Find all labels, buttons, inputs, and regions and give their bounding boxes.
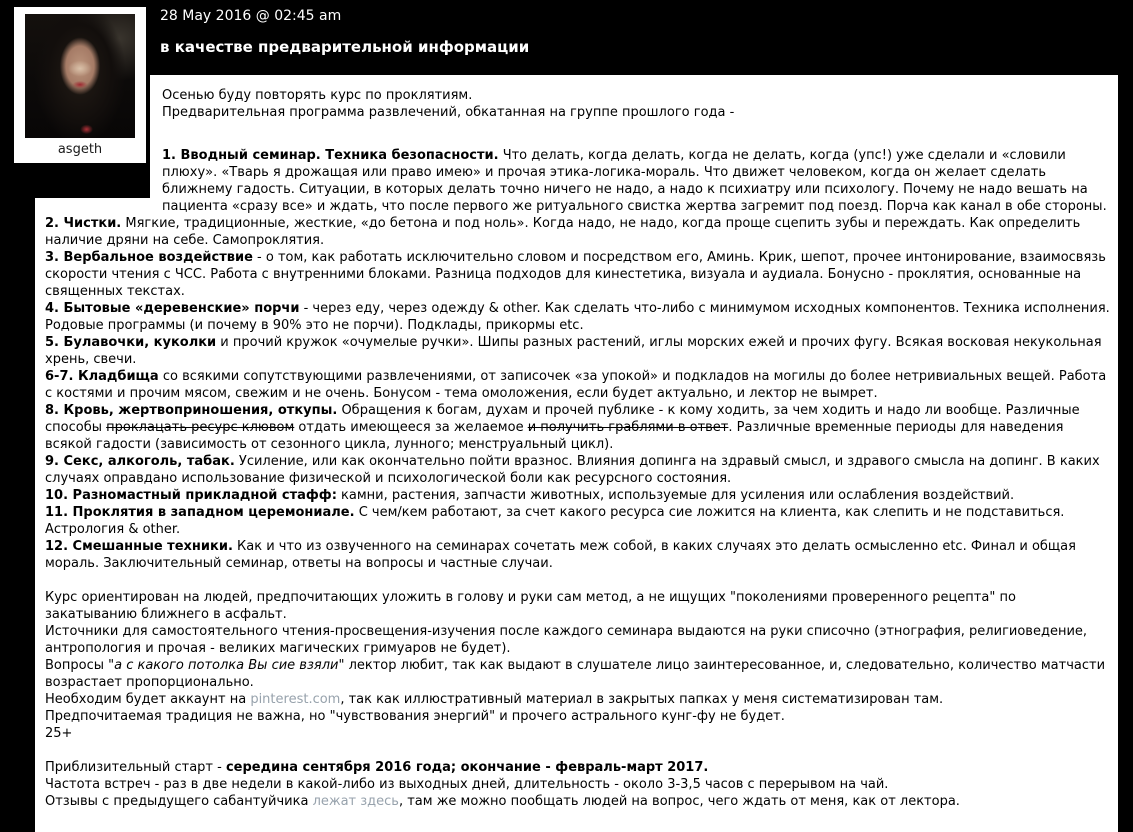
- text-run: отдать имеющееся за желаемое: [294, 420, 528, 435]
- text-run: и прочий кружок «очумелые ручки». Шипы разных растений, иглы морских ежей и прочих фугу. Всякая восковая некукольная хрень, свечи.: [45, 335, 1102, 367]
- text-run: Осенью буду повторять курс по проклятиям.: [162, 88, 473, 103]
- post-paragraph: [45, 453, 1112, 487]
- text-run: Необходим будет аккаунт на: [45, 692, 251, 707]
- post-paragraph: [45, 104, 1112, 121]
- text-run: . Различные временные периоды для наведения всякой гадости (зависимость от сезонного цикла, лунного; менструальный цикл).: [45, 420, 1064, 452]
- text-run: камни, растения, запчасти животных, используемые для усиления или ослабления воздействий.: [336, 488, 1015, 503]
- text-run: "а с какого потолка Вы сие взяли": [108, 658, 345, 673]
- text-run: , так как иллюстративный материал в закрытых папках у меня систематизирован там.: [340, 692, 944, 707]
- post-paragraph: [45, 623, 1112, 657]
- text-run: Предпочитаемая традиция не важна, но "чувствования энергий" и прочего астрального кунг-фу не будет.: [45, 709, 785, 724]
- text-run: 11. Проклятия в западном церемониале.: [45, 505, 355, 520]
- post-body: [35, 75, 1118, 832]
- text-run: - о том, как работать исключительно словом и посредством его, Аминь. Крик, шепот, прочее интонирование, взаимосвязь скорости чтения с ЧСС. Работа с внутренними блоками. Разница подходов для кинестетика, визуала и аудиала. Бонусно - проклятия, основанные на священных текстах.: [45, 250, 1106, 299]
- paragraph-gap: [45, 742, 1112, 759]
- post-paragraph: [45, 487, 1112, 504]
- text-run: 25+: [45, 726, 73, 741]
- text-run: , там же можно пообщать людей на вопрос, чего ждать от меня, как от лектора.: [398, 794, 960, 809]
- post-paragraph: [45, 657, 1112, 691]
- post-paragraph: [45, 725, 1112, 742]
- text-run: середина сентября 2016 года; окончание - февраль-март 2017.: [225, 760, 709, 775]
- post-paragraph: [45, 589, 1112, 623]
- post-paragraph: [45, 300, 1112, 334]
- text-run: Обращения к богам, духам и прочей публике - к кому ходить, за чем ходить и надо ли вообще. Различные способы: [45, 403, 1080, 435]
- text-run: Предварительная программа развлечений, обкатанная на группе прошлого года -: [162, 105, 735, 120]
- post-paragraph: [45, 249, 1112, 300]
- text-run: Источники для самостоятельного чтения-просвещения-изучения после каждого семинара выдаются на руки списочно (этнография, религиоведение, антропология и прочая - великих магических гримуаров не будет).: [45, 624, 1088, 656]
- post-date: 28 May 2016 @ 02:45 am: [160, 8, 342, 24]
- text-run: со всякими сопутствующими развлечениями, от записочек «за упокой» и подкладов на могилы до более нетривиальных вещей. Работа с костями и прочим мясом, свежим и не очень. Бонусом - тема омоложения, если будет актуально, и лектор не вымрет.: [45, 369, 1107, 401]
- userpic[interactable]: [14, 7, 146, 163]
- text-run: 9. Секс, алкоголь, табак.: [45, 454, 235, 469]
- text-run: 10. Разномастный прикладной стафф:: [45, 488, 337, 503]
- post-title: в качестве предварительной информации: [160, 38, 530, 56]
- userpic-photo: [25, 14, 135, 138]
- text-run: 2. Чистки.: [45, 216, 122, 231]
- paragraph-gap: [45, 121, 1112, 147]
- text-run: Мягкие, традиционные, жесткие, «до бетона и под ноль». Когда надо, не надо, когда проще сцепить зубы и переждать. Как определить наличие дряни на себе. Самопроклятия.: [45, 216, 1081, 248]
- post-paragraph: [45, 708, 1112, 725]
- text-run: 3. Вербальное воздействие: [45, 250, 253, 265]
- text-run: проклацать ресурс клювом: [106, 420, 295, 435]
- text-run: Что делать, когда делать, когда не делать, когда (упс!) уже сделали и «словили плюху». «Тварь я дрожащая или право имею» и прочая этика-логика-мораль. Что движет человеком, когда он желает сделать ближнему гадость. Ситуации, в которых делать точно ничего не надо, а надо к психиатру или психологу. Почему не надо вешать на пациента «сразу все» и ждать, что после первого же ритуального свистка жертва загремит под поезд. Порча как канал в обе стороны.: [162, 148, 1107, 214]
- text-run: С чем/кем работают, за счет какого ресурса сие ложится на клиента, как слепить и не подставиться. Астрология & other.: [45, 505, 1065, 537]
- post-paragraph: [45, 759, 1112, 776]
- text-run: 12. Смешанные техники.: [45, 539, 233, 554]
- post-paragraph: [45, 504, 1112, 538]
- text-run: Приблизительный старт -: [45, 760, 226, 775]
- post-paragraph: [45, 87, 1112, 104]
- text-run: 1. Вводный семинар. Техника безопасности.: [162, 148, 499, 163]
- text-run: Вопросы: [45, 658, 109, 673]
- paragraph-gap: [45, 572, 1112, 589]
- post-paragraph: [45, 793, 1112, 810]
- pinterest-link[interactable]: pinterest.com: [250, 692, 341, 707]
- post-paragraph: [45, 147, 1112, 215]
- text-run: 4. Бытовые «деревенские» порчи: [45, 301, 300, 316]
- text-run: - через еду, через одежду & other. Как сделать что-либо с минимумом исходных компонентов. Техника исполнения. Родовые программы (и почему в 90% это не порчи). Подклады, прикормы etc.: [45, 301, 1110, 333]
- text-run: Частота встреч - раз в две недели в какой-либо из выходных дней, длительность - около 3-3,5 часов с перерывом на чай.: [45, 777, 889, 792]
- text-run: 8. Кровь, жертвоприношения, откупы.: [45, 403, 338, 418]
- post-paragraph: [45, 776, 1112, 793]
- post-paragraph: [45, 334, 1112, 368]
- text-run: Усиление, или как окончательно пойти вразнос. Влияния допинга на здравый смысл, и здравого смысла на допинг. В каких случаях оправдано использование физической и психологической боли как ресурсного состояния.: [45, 454, 1100, 486]
- text-run: 5. Булавочки, куколки: [45, 335, 217, 350]
- text-run: Курс ориентирован на людей, предпочитающих уложить в голову и руки сам метод, а не ищущих "поколениями проверенного рецепта" по закатыванию ближнего в асфальт.: [45, 590, 1016, 622]
- text-run: Как и что из озвученного на семинарах сочетать меж собой, в каких случаях это делать осмысленно etc. Финал и общая мораль. Заключительный семинар, ответы на вопросы и частные случаи.: [45, 539, 1076, 571]
- text-run: и получить граблями в ответ: [527, 420, 729, 435]
- reviews-link[interactable]: лежат здесь: [312, 794, 399, 809]
- post-paragraph: [45, 368, 1112, 402]
- post-paragraph: [45, 215, 1112, 249]
- post-paragraph: [45, 538, 1112, 572]
- text-run: 6-7. Кладбища: [45, 369, 159, 384]
- post-paragraph: [45, 402, 1112, 453]
- username-link[interactable]: asgeth: [57, 142, 103, 157]
- text-run: Отзывы с предыдущего сабантуйчика: [45, 794, 313, 809]
- post-text: [45, 87, 1112, 810]
- post-paragraph: [45, 691, 1112, 708]
- text-run: лектор любит, так как выдают в слушателе лицо заинтересованное, и, следовательно, количество матчасти возрастает пропорционально.: [45, 658, 1106, 690]
